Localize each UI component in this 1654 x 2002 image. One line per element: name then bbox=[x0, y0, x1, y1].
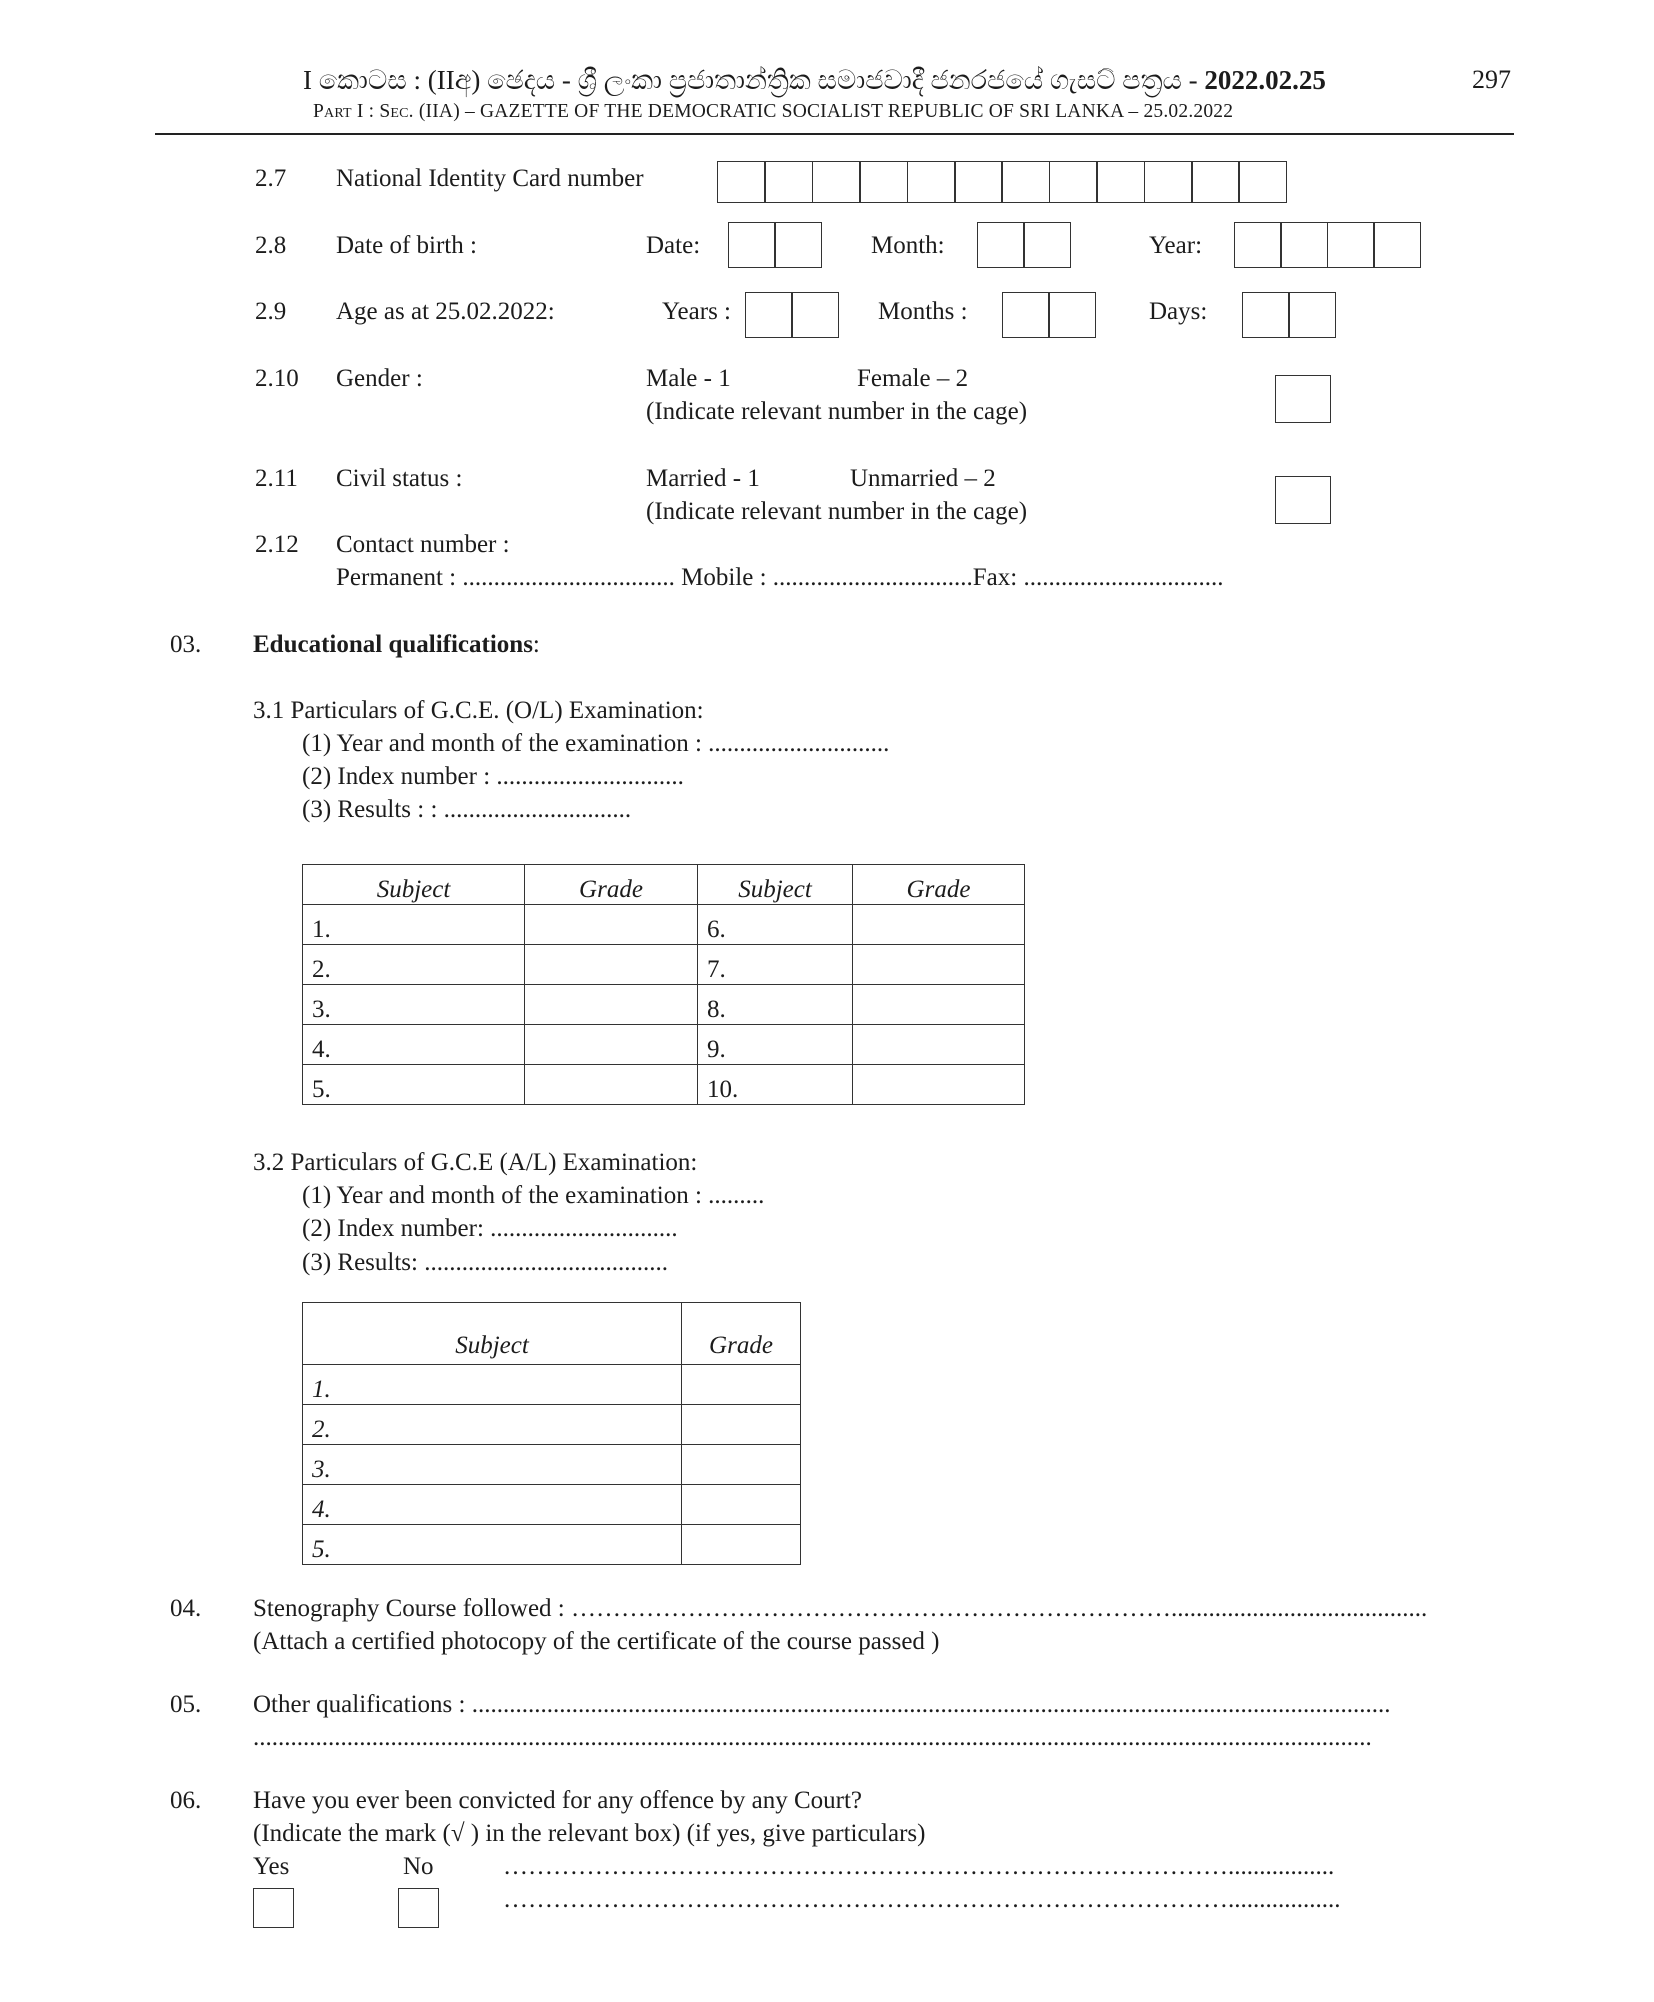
table-row bbox=[303, 985, 1025, 1025]
education-title-text: Educational qualifications bbox=[253, 631, 533, 658]
nic-num: 2.7 bbox=[255, 165, 287, 192]
al-item-1[interactable]: (1) Year and month of the examination : ......... bbox=[302, 1182, 765, 1209]
gender-note: (Indicate relevant number in the cage) bbox=[646, 398, 1028, 425]
al-header-grade: Grade bbox=[682, 1303, 801, 1365]
ol-subject-cell[interactable]: 4. bbox=[303, 1025, 525, 1065]
dob-num: 2.8 bbox=[255, 232, 287, 259]
al-header-row bbox=[303, 1303, 801, 1365]
other-line-2[interactable]: ................................................................................................................................................................................... bbox=[253, 1724, 1372, 1751]
al-subject-cell[interactable]: 2. bbox=[303, 1405, 682, 1445]
page-number: 297 bbox=[1472, 65, 1511, 94]
al-subject-cell[interactable]: 3. bbox=[303, 1445, 682, 1485]
conviction-yes-checkbox[interactable] bbox=[253, 1888, 294, 1928]
ol-header-subject-2: Subject bbox=[698, 865, 853, 905]
education-title-colon: : bbox=[532, 631, 540, 658]
ol-grade-cell[interactable] bbox=[525, 1025, 698, 1065]
ol-header-subject-1: Subject bbox=[303, 865, 525, 905]
civil-note: (Indicate relevant number in the cage) bbox=[646, 498, 1028, 525]
al-grade-cell[interactable] bbox=[682, 1525, 801, 1565]
conviction-note: (Indicate the mark (√ ) in the relevant box) (if yes, give particulars) bbox=[253, 1820, 926, 1847]
ol-header-row bbox=[303, 865, 1025, 905]
al-subject-cell[interactable]: 5. bbox=[303, 1525, 682, 1565]
ol-subject-cell[interactable]: 8. bbox=[698, 985, 853, 1025]
table-row bbox=[303, 945, 1025, 985]
education-num: 03. bbox=[170, 631, 202, 658]
other-line-1[interactable]: Other qualifications : ................................................................................................................................................... bbox=[253, 1691, 1391, 1718]
table-row bbox=[303, 1025, 1025, 1065]
nic-input-cells[interactable] bbox=[717, 161, 1287, 203]
gazette-header-sinhala bbox=[303, 64, 1326, 96]
ol-item-3[interactable]: (3) Results : : .............................. bbox=[302, 796, 632, 823]
al-subject-cell[interactable]: 1. bbox=[303, 1365, 682, 1405]
ol-grade-cell[interactable] bbox=[525, 945, 698, 985]
steno-note: (Attach a certified photocopy of the certificate of the course passed ) bbox=[253, 1628, 940, 1655]
conviction-question: Have you ever been convicted for any offence by any Court? bbox=[253, 1787, 863, 1814]
al-header-subject: Subject bbox=[303, 1303, 682, 1365]
ol-subject-cell[interactable]: 2. bbox=[303, 945, 525, 985]
ol-item-1[interactable]: (1) Year and month of the examination : ............................. bbox=[302, 730, 890, 757]
civil-cage[interactable] bbox=[1275, 476, 1331, 524]
gender-cage[interactable] bbox=[1275, 375, 1331, 423]
ol-subject-cell[interactable]: 1. bbox=[303, 905, 525, 945]
dob-label: Date of birth : bbox=[336, 232, 477, 259]
gender-option-male: Male - 1 bbox=[646, 365, 731, 392]
ol-grade-cell[interactable] bbox=[853, 1025, 1025, 1065]
al-grade-cell[interactable] bbox=[682, 1405, 801, 1445]
age-months-label: Months : bbox=[878, 298, 968, 325]
ol-grade-cell[interactable] bbox=[525, 1065, 698, 1105]
header-rule bbox=[155, 133, 1514, 135]
conviction-num: 06. bbox=[170, 1787, 202, 1814]
ol-grade-cell[interactable] bbox=[525, 985, 698, 1025]
ol-item-2[interactable]: (2) Index number : .............................. bbox=[302, 763, 684, 790]
conviction-no-label: No bbox=[403, 1853, 434, 1880]
dob-year-cells[interactable] bbox=[1234, 222, 1421, 268]
al-title: 3.2 Particulars of G.C.E (A/L) Examination: bbox=[253, 1149, 698, 1176]
ol-subject-cell[interactable]: 7. bbox=[698, 945, 853, 985]
age-days-label: Days: bbox=[1149, 298, 1208, 325]
steno-num: 04. bbox=[170, 1595, 202, 1622]
ol-grade-cell[interactable] bbox=[853, 945, 1025, 985]
table-row bbox=[303, 1525, 801, 1565]
ol-grade-cell[interactable] bbox=[853, 985, 1025, 1025]
civil-label: Civil status : bbox=[336, 465, 463, 492]
age-num: 2.9 bbox=[255, 298, 287, 325]
conviction-particulars-line-2[interactable]: …………………………………………………………………………….................. bbox=[503, 1886, 1341, 1913]
steno-line[interactable]: Stenography Course followed : ………………………………………………………………......................................... bbox=[253, 1595, 1428, 1622]
header-sinhala-text: I කොටස : (IIඅ) ඡෙදය - ශ්‍රී ලංකා ප්‍රජාතාන්ත්‍රික සමාජවාදී ජනරජයේ ගැසට් පත්‍රය - bbox=[303, 65, 1205, 95]
age-years-label: Years : bbox=[662, 298, 731, 325]
al-grade-cell[interactable] bbox=[682, 1365, 801, 1405]
table-row bbox=[303, 1445, 801, 1485]
ol-title: 3.1 Particulars of G.C.E. (O/L) Examination: bbox=[253, 697, 704, 724]
al-grade-cell[interactable] bbox=[682, 1445, 801, 1485]
table-row bbox=[303, 1065, 1025, 1105]
ol-subject-cell[interactable]: 3. bbox=[303, 985, 525, 1025]
ol-grade-cell[interactable] bbox=[853, 905, 1025, 945]
dob-date-label: Date: bbox=[646, 232, 701, 259]
ol-subject-cell[interactable]: 10. bbox=[698, 1065, 853, 1105]
table-row bbox=[303, 1365, 801, 1405]
header-sinhala-date: 2022.02.25 bbox=[1204, 65, 1326, 95]
gender-option-female: Female – 2 bbox=[857, 365, 969, 392]
contact-label: Contact number : bbox=[336, 531, 510, 558]
other-num: 05. bbox=[170, 1691, 202, 1718]
ol-grade-cell[interactable] bbox=[525, 905, 698, 945]
al-item-2[interactable]: (2) Index number: .............................. bbox=[302, 1215, 678, 1242]
dob-month-cells[interactable] bbox=[977, 222, 1071, 268]
age-days-cells[interactable] bbox=[1242, 292, 1336, 338]
table-row bbox=[303, 1485, 801, 1525]
al-grade-cell[interactable] bbox=[682, 1485, 801, 1525]
conviction-particulars-line-1[interactable]: ……………………………………………………………………………................. bbox=[503, 1853, 1335, 1880]
conviction-yes-label: Yes bbox=[253, 1853, 290, 1880]
contact-line[interactable]: Permanent : .................................. Mobile : ................................Fax: ................................ bbox=[336, 564, 1224, 591]
ol-header-grade-2: Grade bbox=[853, 865, 1025, 905]
civil-num: 2.11 bbox=[255, 465, 298, 492]
ol-subject-cell[interactable]: 6. bbox=[698, 905, 853, 945]
gender-num: 2.10 bbox=[255, 365, 299, 392]
ol-grade-cell[interactable] bbox=[853, 1065, 1025, 1105]
dob-year-label: Year: bbox=[1149, 232, 1203, 259]
al-subject-cell[interactable]: 4. bbox=[303, 1485, 682, 1525]
gazette-header-english: Part I : Sec. (IIA) – GAZETTE OF THE DEMOCRATIC SOCIALIST REPUBLIC OF SRI LANKA – 25.02.2022 bbox=[313, 101, 1234, 122]
contact-num: 2.12 bbox=[255, 531, 299, 558]
gender-label: Gender : bbox=[336, 365, 423, 392]
ol-subject-cell[interactable]: 5. bbox=[303, 1065, 525, 1105]
age-label: Age as at 25.02.2022: bbox=[336, 298, 555, 325]
civil-option-married: Married - 1 bbox=[646, 465, 760, 492]
dob-date-cells[interactable] bbox=[728, 222, 822, 268]
conviction-no-checkbox[interactable] bbox=[398, 1888, 439, 1928]
age-years-cells[interactable] bbox=[745, 292, 839, 338]
table-row bbox=[303, 905, 1025, 945]
ol-subject-cell[interactable]: 9. bbox=[698, 1025, 853, 1065]
nic-label: National Identity Card number bbox=[336, 165, 644, 192]
table-row bbox=[303, 1405, 801, 1445]
al-item-3[interactable]: (3) Results: ....................................... bbox=[302, 1249, 668, 1276]
ol-header-grade-1: Grade bbox=[525, 865, 698, 905]
education-title bbox=[253, 630, 540, 660]
civil-option-unmarried: Unmarried – 2 bbox=[850, 465, 996, 492]
ol-results-table bbox=[302, 864, 1025, 1105]
al-results-table bbox=[302, 1302, 801, 1565]
dob-month-label: Month: bbox=[871, 232, 945, 259]
age-months-cells[interactable] bbox=[1002, 292, 1096, 338]
